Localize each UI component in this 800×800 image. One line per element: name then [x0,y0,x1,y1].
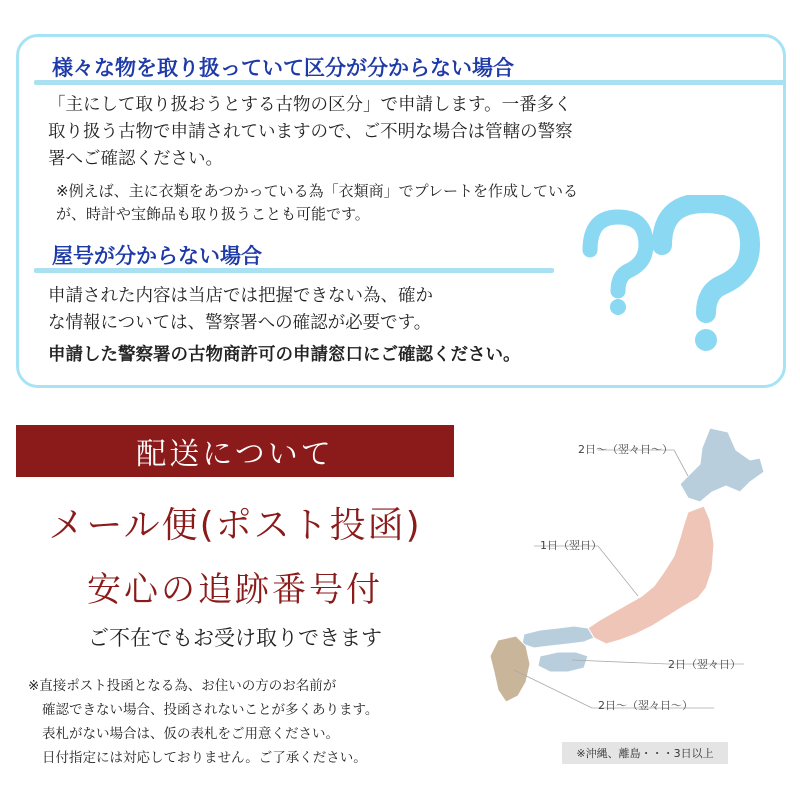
mail-delivery-title: メール便(ポスト投函) [48,505,422,546]
section2-line-1: 申請された内容は当店では把握できない為、確か [48,286,433,306]
section2-bold-line: 申請した警察署の古物商許可の申請窓口にご確認ください。 [48,345,521,365]
heading-underline [34,80,786,85]
map-label-honshu: 1日（翌日） [540,539,602,552]
shipping-note-4: 日付指定には対応しておりません。ご了承ください。 [42,750,367,766]
section1-note-2: が、時計や宝飾品も取り扱うことも可能です。 [56,205,370,223]
absence-subtitle: ご不在でもお受け取りできます [88,626,382,650]
heading-unknown-tradename: 屋号が分からない場合 [52,244,262,268]
question-marks-icon [570,195,770,365]
map-label-hokkaido: 2日～（翌々日～） [578,443,673,456]
japan-delivery-map [488,420,788,740]
map-label-shikoku: 2日（翌々日） [668,658,741,671]
shipping-note-1: ※直接ポスト投函となる為、お住いの方のお名前が [28,678,337,694]
shipping-banner-label: 配送について [136,437,334,472]
tracking-number-title: 安心の追跡番号付 [87,570,383,610]
section1-line-2: 取り扱う古物で申請されていますので、ご不明な場合は管轄の警察 [48,122,573,142]
section1-line-1: 「主にして取り扱おうとする古物の区分」で申請します。一番多く [48,95,572,115]
map-region-honshu [588,506,714,644]
shipping-note-2: 確認できない場合、投函されないことが多くあります。 [42,702,379,718]
map-okinawa-note: ※沖縄、離島・・・3日以上 [562,742,728,764]
shipping-note-3: 表札がない場合は、仮の表札をご用意ください。 [42,726,339,742]
shipping-banner [16,425,454,477]
section2-line-2: な情報については、警察署への確認が必要です。 [48,313,432,333]
map-label-kyushu: 2日～（翌々日～） [598,699,693,712]
map-region-hokkaido [680,428,764,502]
heading-unknown-category: 様々な物を取り扱っていて区分が分からない場合 [52,56,514,80]
section1-note-1: ※例えば、主に衣類をあつかっている為「衣類商」でプレートを作成している [56,182,578,200]
map-region-kyushu [490,636,530,702]
heading-underline [34,268,554,273]
map-region-chugoku [522,626,594,648]
section1-line-3: 署へご確認ください。 [48,149,223,169]
map-region-shikoku [538,652,588,672]
